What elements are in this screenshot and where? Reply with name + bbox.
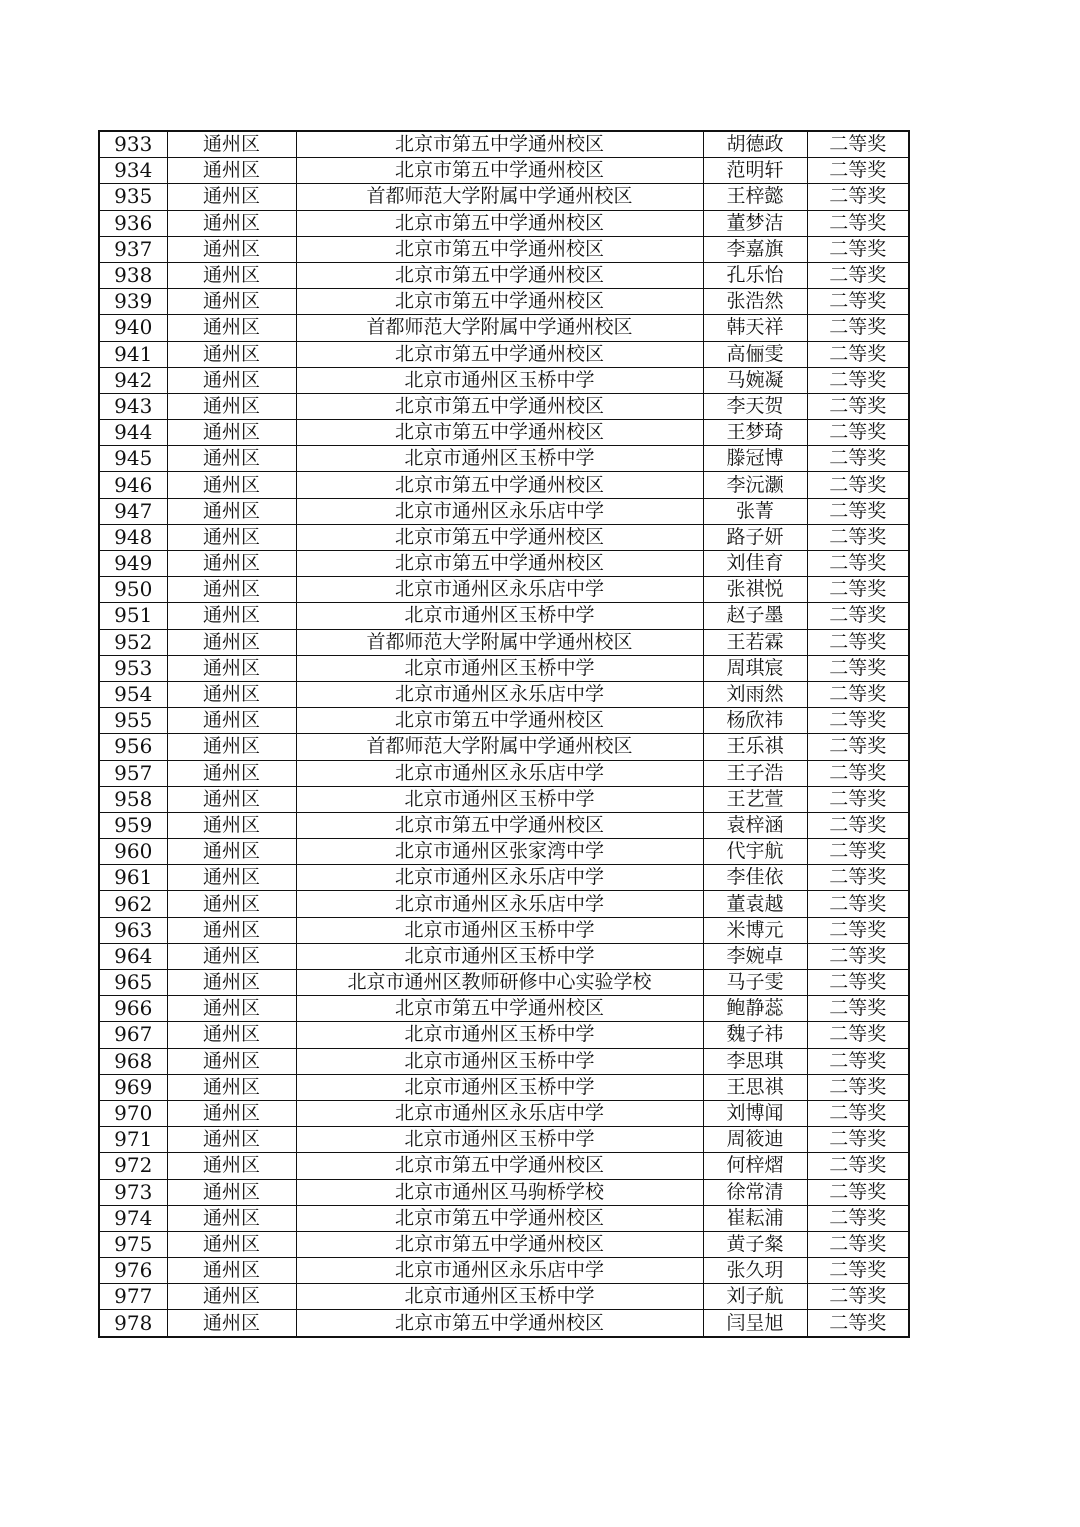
table-row <box>99 236 909 262</box>
row-number-cell: 960 <box>99 839 167 865</box>
table-row <box>99 446 909 472</box>
district-cell: 通州区 <box>167 1310 296 1337</box>
award-level-cell: 二等奖 <box>807 262 909 288</box>
district-cell: 通州区 <box>167 734 296 760</box>
student-name-cell: 刘博闻 <box>703 1100 807 1126</box>
row-number-cell: 948 <box>99 524 167 550</box>
row-number-cell: 947 <box>99 498 167 524</box>
table-row <box>99 524 909 550</box>
award-level-cell: 二等奖 <box>807 1310 909 1337</box>
district-cell: 通州区 <box>167 341 296 367</box>
school-cell: 北京市第五中学通州校区 <box>296 158 703 184</box>
row-number-cell: 966 <box>99 996 167 1022</box>
award-level-cell: 二等奖 <box>807 446 909 472</box>
row-number-cell: 970 <box>99 1100 167 1126</box>
student-name-cell: 胡德政 <box>703 131 807 158</box>
award-level-cell: 二等奖 <box>807 891 909 917</box>
student-name-cell: 张浩然 <box>703 289 807 315</box>
student-name-cell: 徐常清 <box>703 1179 807 1205</box>
district-cell: 通州区 <box>167 236 296 262</box>
row-number-cell: 937 <box>99 236 167 262</box>
school-cell: 北京市第五中学通州校区 <box>296 1153 703 1179</box>
table-row <box>99 551 909 577</box>
award-level-cell: 二等奖 <box>807 577 909 603</box>
district-cell: 通州区 <box>167 760 296 786</box>
award-level-cell: 二等奖 <box>807 1048 909 1074</box>
student-name-cell: 李佳依 <box>703 865 807 891</box>
school-cell: 北京市通州区玉桥中学 <box>296 1048 703 1074</box>
student-name-cell: 高俪雯 <box>703 341 807 367</box>
table-row <box>99 839 909 865</box>
student-name-cell: 孔乐怡 <box>703 262 807 288</box>
school-cell: 北京市通州区永乐店中学 <box>296 1258 703 1284</box>
table-row <box>99 1074 909 1100</box>
award-level-cell: 二等奖 <box>807 943 909 969</box>
district-cell: 通州区 <box>167 708 296 734</box>
student-name-cell: 闫呈旭 <box>703 1310 807 1337</box>
row-number-cell: 950 <box>99 577 167 603</box>
row-number-cell: 935 <box>99 184 167 210</box>
student-name-cell: 刘佳育 <box>703 551 807 577</box>
table-row <box>99 812 909 838</box>
table-row <box>99 681 909 707</box>
school-cell: 首都师范大学附属中学通州校区 <box>296 734 703 760</box>
district-cell: 通州区 <box>167 996 296 1022</box>
award-level-cell: 二等奖 <box>807 812 909 838</box>
row-number-cell: 977 <box>99 1284 167 1310</box>
table-row <box>99 577 909 603</box>
row-number-cell: 954 <box>99 681 167 707</box>
award-level-cell: 二等奖 <box>807 1258 909 1284</box>
table-row <box>99 341 909 367</box>
award-level-cell: 二等奖 <box>807 315 909 341</box>
award-level-cell: 二等奖 <box>807 603 909 629</box>
district-cell: 通州区 <box>167 812 296 838</box>
table-row <box>99 184 909 210</box>
table-row <box>99 158 909 184</box>
district-cell: 通州区 <box>167 1284 296 1310</box>
table-row <box>99 393 909 419</box>
award-level-cell: 二等奖 <box>807 498 909 524</box>
row-number-cell: 943 <box>99 393 167 419</box>
school-cell: 北京市第五中学通州校区 <box>296 551 703 577</box>
table-row <box>99 1048 909 1074</box>
student-name-cell: 王子浩 <box>703 760 807 786</box>
table-row <box>99 1310 909 1337</box>
table-row <box>99 315 909 341</box>
district-cell: 通州区 <box>167 315 296 341</box>
school-cell: 北京市通州区玉桥中学 <box>296 786 703 812</box>
row-number-cell: 953 <box>99 655 167 681</box>
school-cell: 北京市通州区永乐店中学 <box>296 498 703 524</box>
award-level-cell: 二等奖 <box>807 472 909 498</box>
student-name-cell: 袁梓涵 <box>703 812 807 838</box>
row-number-cell: 941 <box>99 341 167 367</box>
table-row <box>99 891 909 917</box>
district-cell: 通州区 <box>167 786 296 812</box>
award-level-cell: 二等奖 <box>807 1100 909 1126</box>
school-cell: 北京市第五中学通州校区 <box>296 996 703 1022</box>
district-cell: 通州区 <box>167 158 296 184</box>
table-row <box>99 262 909 288</box>
row-number-cell: 973 <box>99 1179 167 1205</box>
award-level-cell: 二等奖 <box>807 131 909 158</box>
table-row <box>99 1179 909 1205</box>
district-cell: 通州区 <box>167 1231 296 1257</box>
district-cell: 通州区 <box>167 210 296 236</box>
student-name-cell: 李思琪 <box>703 1048 807 1074</box>
district-cell: 通州区 <box>167 1205 296 1231</box>
student-name-cell: 李婉卓 <box>703 943 807 969</box>
student-name-cell: 张祺悦 <box>703 577 807 603</box>
award-level-cell: 二等奖 <box>807 184 909 210</box>
school-cell: 北京市第五中学通州校区 <box>296 1231 703 1257</box>
award-level-cell: 二等奖 <box>807 839 909 865</box>
award-level-cell: 二等奖 <box>807 734 909 760</box>
row-number-cell: 968 <box>99 1048 167 1074</box>
table-row <box>99 970 909 996</box>
award-level-cell: 二等奖 <box>807 1074 909 1100</box>
table-row <box>99 1284 909 1310</box>
row-number-cell: 952 <box>99 629 167 655</box>
row-number-cell: 961 <box>99 865 167 891</box>
award-level-cell: 二等奖 <box>807 1022 909 1048</box>
district-cell: 通州区 <box>167 1258 296 1284</box>
row-number-cell: 964 <box>99 943 167 969</box>
student-name-cell: 米博元 <box>703 917 807 943</box>
award-level-cell: 二等奖 <box>807 1284 909 1310</box>
award-level-cell: 二等奖 <box>807 210 909 236</box>
student-name-cell: 张菁 <box>703 498 807 524</box>
school-cell: 北京市通州区玉桥中学 <box>296 603 703 629</box>
row-number-cell: 972 <box>99 1153 167 1179</box>
school-cell: 北京市通州区永乐店中学 <box>296 577 703 603</box>
student-name-cell: 董梦洁 <box>703 210 807 236</box>
district-cell: 通州区 <box>167 603 296 629</box>
table-row <box>99 1205 909 1231</box>
district-cell: 通州区 <box>167 393 296 419</box>
row-number-cell: 975 <box>99 1231 167 1257</box>
student-name-cell: 王艺萱 <box>703 786 807 812</box>
student-name-cell: 范明轩 <box>703 158 807 184</box>
district-cell: 通州区 <box>167 681 296 707</box>
school-cell: 首都师范大学附属中学通州校区 <box>296 184 703 210</box>
district-cell: 通州区 <box>167 1074 296 1100</box>
table-row <box>99 1258 909 1284</box>
award-level-cell: 二等奖 <box>807 865 909 891</box>
student-name-cell: 周筱迪 <box>703 1127 807 1153</box>
student-name-cell: 杨欣祎 <box>703 708 807 734</box>
district-cell: 通州区 <box>167 131 296 158</box>
school-cell: 北京市通州区玉桥中学 <box>296 1022 703 1048</box>
row-number-cell: 946 <box>99 472 167 498</box>
award-level-cell: 二等奖 <box>807 917 909 943</box>
table-row <box>99 996 909 1022</box>
table-row <box>99 865 909 891</box>
row-number-cell: 942 <box>99 367 167 393</box>
district-cell: 通州区 <box>167 943 296 969</box>
school-cell: 北京市通州区永乐店中学 <box>296 891 703 917</box>
row-number-cell: 933 <box>99 131 167 158</box>
award-level-cell: 二等奖 <box>807 786 909 812</box>
district-cell: 通州区 <box>167 970 296 996</box>
table-row <box>99 1100 909 1126</box>
row-number-cell: 956 <box>99 734 167 760</box>
school-cell: 北京市通州区玉桥中学 <box>296 1284 703 1310</box>
table-row <box>99 917 909 943</box>
award-level-cell: 二等奖 <box>807 367 909 393</box>
award-level-cell: 二等奖 <box>807 629 909 655</box>
table-row <box>99 943 909 969</box>
student-name-cell: 赵子墨 <box>703 603 807 629</box>
school-cell: 北京市通州区玉桥中学 <box>296 446 703 472</box>
school-cell: 北京市第五中学通州校区 <box>296 393 703 419</box>
student-name-cell: 崔耘浦 <box>703 1205 807 1231</box>
school-cell: 北京市通州区玉桥中学 <box>296 1074 703 1100</box>
table-row <box>99 760 909 786</box>
student-name-cell: 周琪宸 <box>703 655 807 681</box>
award-level-cell: 二等奖 <box>807 524 909 550</box>
school-cell: 首都师范大学附属中学通州校区 <box>296 629 703 655</box>
table-row <box>99 708 909 734</box>
award-list-body <box>99 131 909 1337</box>
student-name-cell: 董袁越 <box>703 891 807 917</box>
row-number-cell: 951 <box>99 603 167 629</box>
student-name-cell: 马婉凝 <box>703 367 807 393</box>
student-name-cell: 王若霖 <box>703 629 807 655</box>
school-cell: 北京市通州区玉桥中学 <box>296 655 703 681</box>
school-cell: 北京市第五中学通州校区 <box>296 812 703 838</box>
district-cell: 通州区 <box>167 1179 296 1205</box>
student-name-cell: 刘子航 <box>703 1284 807 1310</box>
table-row <box>99 289 909 315</box>
district-cell: 通州区 <box>167 865 296 891</box>
school-cell: 北京市通州区永乐店中学 <box>296 1100 703 1126</box>
table-row <box>99 1022 909 1048</box>
district-cell: 通州区 <box>167 839 296 865</box>
row-number-cell: 958 <box>99 786 167 812</box>
table-row <box>99 367 909 393</box>
row-number-cell: 939 <box>99 289 167 315</box>
school-cell: 北京市第五中学通州校区 <box>296 420 703 446</box>
row-number-cell: 962 <box>99 891 167 917</box>
table-row <box>99 210 909 236</box>
award-level-cell: 二等奖 <box>807 655 909 681</box>
award-level-cell: 二等奖 <box>807 1153 909 1179</box>
row-number-cell: 969 <box>99 1074 167 1100</box>
district-cell: 通州区 <box>167 577 296 603</box>
award-level-cell: 二等奖 <box>807 1179 909 1205</box>
district-cell: 通州区 <box>167 1022 296 1048</box>
award-level-cell: 二等奖 <box>807 708 909 734</box>
school-cell: 北京市第五中学通州校区 <box>296 472 703 498</box>
district-cell: 通州区 <box>167 367 296 393</box>
school-cell: 北京市通州区玉桥中学 <box>296 367 703 393</box>
row-number-cell: 957 <box>99 760 167 786</box>
row-number-cell: 976 <box>99 1258 167 1284</box>
school-cell: 北京市通州区张家湾中学 <box>296 839 703 865</box>
school-cell: 北京市通州区玉桥中学 <box>296 943 703 969</box>
table-row <box>99 420 909 446</box>
table-row <box>99 734 909 760</box>
district-cell: 通州区 <box>167 1048 296 1074</box>
award-level-cell: 二等奖 <box>807 341 909 367</box>
student-name-cell: 鲍静蕊 <box>703 996 807 1022</box>
district-cell: 通州区 <box>167 1153 296 1179</box>
row-number-cell: 955 <box>99 708 167 734</box>
district-cell: 通州区 <box>167 551 296 577</box>
school-cell: 北京市通州区玉桥中学 <box>296 1127 703 1153</box>
school-cell: 北京市第五中学通州校区 <box>296 210 703 236</box>
district-cell: 通州区 <box>167 289 296 315</box>
table-row <box>99 1231 909 1257</box>
row-number-cell: 949 <box>99 551 167 577</box>
school-cell: 北京市第五中学通州校区 <box>296 131 703 158</box>
award-level-cell: 二等奖 <box>807 236 909 262</box>
district-cell: 通州区 <box>167 891 296 917</box>
row-number-cell: 945 <box>99 446 167 472</box>
student-name-cell: 王思祺 <box>703 1074 807 1100</box>
table-row <box>99 655 909 681</box>
student-name-cell: 黄子粲 <box>703 1231 807 1257</box>
row-number-cell: 934 <box>99 158 167 184</box>
school-cell: 北京市通州区教师研修中心实验学校 <box>296 970 703 996</box>
school-cell: 首都师范大学附属中学通州校区 <box>296 315 703 341</box>
student-name-cell: 王乐祺 <box>703 734 807 760</box>
district-cell: 通州区 <box>167 917 296 943</box>
student-name-cell: 刘雨然 <box>703 681 807 707</box>
award-level-cell: 二等奖 <box>807 551 909 577</box>
row-number-cell: 974 <box>99 1205 167 1231</box>
district-cell: 通州区 <box>167 262 296 288</box>
award-level-cell: 二等奖 <box>807 420 909 446</box>
school-cell: 北京市第五中学通州校区 <box>296 708 703 734</box>
school-cell: 北京市通州区马驹桥学校 <box>296 1179 703 1205</box>
district-cell: 通州区 <box>167 472 296 498</box>
award-level-cell: 二等奖 <box>807 1205 909 1231</box>
student-name-cell: 韩天祥 <box>703 315 807 341</box>
table-row <box>99 1127 909 1153</box>
student-name-cell: 李沅灏 <box>703 472 807 498</box>
row-number-cell: 978 <box>99 1310 167 1337</box>
student-name-cell: 路子妍 <box>703 524 807 550</box>
student-name-cell: 李嘉旗 <box>703 236 807 262</box>
district-cell: 通州区 <box>167 446 296 472</box>
student-name-cell: 张久玥 <box>703 1258 807 1284</box>
school-cell: 北京市通州区永乐店中学 <box>296 865 703 891</box>
district-cell: 通州区 <box>167 524 296 550</box>
school-cell: 北京市通州区永乐店中学 <box>296 681 703 707</box>
student-name-cell: 魏子祎 <box>703 1022 807 1048</box>
district-cell: 通州区 <box>167 498 296 524</box>
student-name-cell: 何梓熠 <box>703 1153 807 1179</box>
school-cell: 北京市通州区永乐店中学 <box>296 760 703 786</box>
row-number-cell: 959 <box>99 812 167 838</box>
school-cell: 北京市第五中学通州校区 <box>296 1205 703 1231</box>
school-cell: 北京市第五中学通州校区 <box>296 262 703 288</box>
student-name-cell: 王梦琦 <box>703 420 807 446</box>
award-level-cell: 二等奖 <box>807 996 909 1022</box>
school-cell: 北京市第五中学通州校区 <box>296 236 703 262</box>
table-row <box>99 1153 909 1179</box>
table-row <box>99 131 909 158</box>
award-level-cell: 二等奖 <box>807 1127 909 1153</box>
award-level-cell: 二等奖 <box>807 393 909 419</box>
student-name-cell: 王梓懿 <box>703 184 807 210</box>
row-number-cell: 963 <box>99 917 167 943</box>
row-number-cell: 967 <box>99 1022 167 1048</box>
award-list-table <box>98 130 910 1338</box>
student-name-cell: 代宇航 <box>703 839 807 865</box>
row-number-cell: 965 <box>99 970 167 996</box>
row-number-cell: 936 <box>99 210 167 236</box>
district-cell: 通州区 <box>167 629 296 655</box>
award-level-cell: 二等奖 <box>807 970 909 996</box>
district-cell: 通州区 <box>167 1100 296 1126</box>
award-level-cell: 二等奖 <box>807 158 909 184</box>
school-cell: 北京市第五中学通州校区 <box>296 1310 703 1337</box>
district-cell: 通州区 <box>167 655 296 681</box>
award-level-cell: 二等奖 <box>807 289 909 315</box>
table-row <box>99 629 909 655</box>
award-level-cell: 二等奖 <box>807 1231 909 1257</box>
row-number-cell: 971 <box>99 1127 167 1153</box>
award-level-cell: 二等奖 <box>807 760 909 786</box>
student-name-cell: 李天贺 <box>703 393 807 419</box>
row-number-cell: 944 <box>99 420 167 446</box>
student-name-cell: 滕冠博 <box>703 446 807 472</box>
table-row <box>99 603 909 629</box>
award-level-cell: 二等奖 <box>807 681 909 707</box>
school-cell: 北京市第五中学通州校区 <box>296 289 703 315</box>
table-row <box>99 472 909 498</box>
table-row <box>99 786 909 812</box>
school-cell: 北京市通州区玉桥中学 <box>296 917 703 943</box>
table-row <box>99 498 909 524</box>
school-cell: 北京市第五中学通州校区 <box>296 341 703 367</box>
school-cell: 北京市第五中学通州校区 <box>296 524 703 550</box>
district-cell: 通州区 <box>167 184 296 210</box>
district-cell: 通州区 <box>167 420 296 446</box>
row-number-cell: 938 <box>99 262 167 288</box>
student-name-cell: 马子雯 <box>703 970 807 996</box>
district-cell: 通州区 <box>167 1127 296 1153</box>
row-number-cell: 940 <box>99 315 167 341</box>
